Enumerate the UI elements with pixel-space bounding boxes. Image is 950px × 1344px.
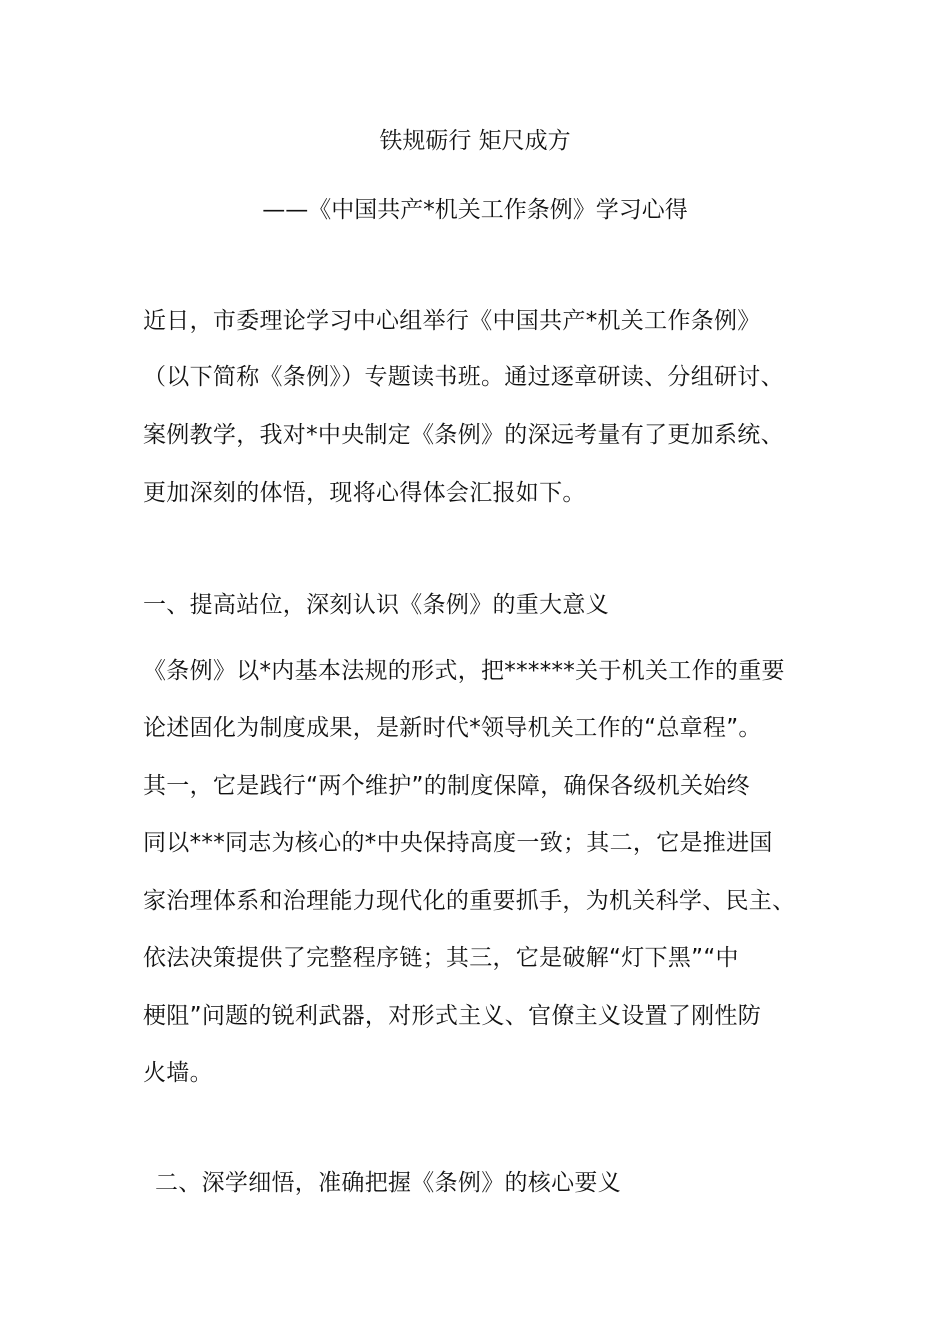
section-1-line: 同以***同志为核心的*中央保持高度一致；其二，它是推进国	[143, 830, 773, 856]
section-1-line: 论述固化为制度成果，是新时代*领导机关工作的“总章程”。	[143, 715, 762, 741]
section-1-line: 梗阻”问题的锐利武器，对形式主义、官僚主义设置了刚性防	[143, 1003, 762, 1029]
section-1-line: 其一，它是践行“两个维护”的制度保障，确保各级机关始终	[143, 773, 750, 799]
section-1-line: 《条例》以*内基本法规的形式，把******关于机关工作的重要	[143, 658, 785, 684]
intro-line: （以下简称《条例》）专题读书班。通过逐章研读、分组研讨、	[143, 364, 784, 390]
section-1-heading: 一、提高站位，深刻认识《条例》的重大意义	[143, 592, 609, 618]
section-1-line: 火墙。	[143, 1060, 213, 1086]
document-subtitle: ——《中国共产*机关工作条例》学习心得	[262, 197, 688, 223]
document-title: 铁规砺行 矩尺成方	[379, 128, 571, 154]
section-2-heading: 二、深学细悟，准确把握《条例》的核心要义	[155, 1170, 621, 1196]
intro-line: 案例教学，我对*中央制定《条例》的深远考量有了更加系统、	[143, 422, 784, 448]
intro-line: 更加深刻的体悟，现将心得体会汇报如下。	[143, 480, 586, 506]
section-1-line: 家治理体系和治理能力现代化的重要抓手，为机关科学、民主、	[143, 888, 796, 914]
intro-line: 近日，市委理论学习中心组举行《中国共产*机关工作条例》	[143, 308, 761, 334]
section-1-line: 依法决策提供了完整程序链；其三，它是破解“灯下黑”“中	[143, 945, 739, 971]
